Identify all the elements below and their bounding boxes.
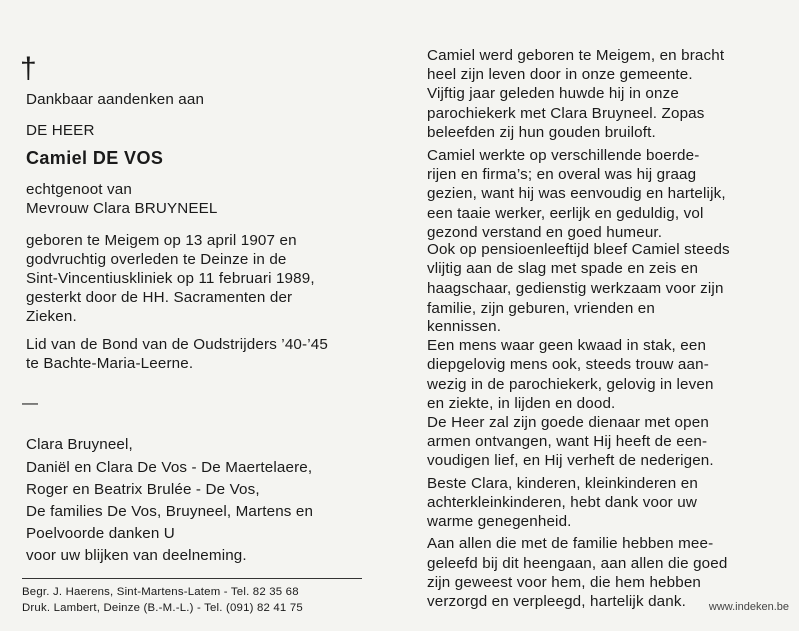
tribute-line: en ziekte, in lijden en dood.	[427, 395, 616, 412]
header-line: Dankbaar aandenken aan	[26, 91, 205, 108]
bio-line: Zieken.	[26, 308, 77, 325]
tribute-line: Camiel werkte op verschillende boerde-	[427, 147, 700, 164]
separator-dash: —	[22, 395, 39, 412]
family-line: Poelvoorde danken U	[26, 525, 175, 542]
deceased-name: Camiel DE VOS	[26, 148, 164, 168]
tribute-line: wezig in de parochiekerk, gelovig in leven	[427, 376, 714, 393]
spouse-line: echtgenoot van	[26, 181, 132, 198]
family-line: Daniël en Clara De Vos - De Maertelaere,	[26, 459, 313, 476]
tribute-line: geleefd bij dit heengaan, aan allen die goed	[427, 555, 728, 572]
bio-line: gesterkt door de HH. Sacramenten der	[26, 289, 293, 306]
family-line: Roger en Beatrix Brulée - De Vos,	[26, 481, 260, 498]
printer-line: Druk. Lambert, Deinze (B.-M.-L.) - Tel. (091) 82 41 75	[22, 602, 303, 614]
tribute-line: heel zijn leven door in onze gemeente.	[427, 66, 693, 83]
spouse-line: Mevrouw Clara BRUYNEEL	[26, 200, 218, 217]
divider-rule	[22, 578, 362, 579]
tribute-line: armen ontvangen, want Hij heeft de een-	[427, 433, 708, 450]
tribute-line: Aan allen die met de familie hebben mee-	[427, 535, 714, 552]
membership-line: te Bachte-Maria-Leerne.	[26, 355, 194, 372]
tribute-line: voudigen lief, en Hij verheft de nederigen.	[427, 452, 714, 469]
tribute-line: een taaie werker, eerlijk en geduldig, vol	[427, 205, 704, 222]
tribute-line: familie, zijn geburen, vrienden en	[427, 300, 655, 317]
tribute-line: De Heer zal zijn goede dienaar met open	[427, 414, 709, 431]
cross-icon: †	[20, 52, 37, 85]
tribute-line: rijen en firma’s; en overal was hij graag	[427, 166, 697, 183]
tribute-line: Camiel werd geboren te Meigem, en bracht	[427, 47, 725, 64]
tribute-line: diepgelovig mens ook, steeds trouw aan-	[427, 356, 709, 373]
family-line: De families De Vos, Bruyneel, Martens en	[26, 503, 314, 520]
tribute-line: vlijtig aan de slag met spade en zeis en	[427, 260, 699, 277]
tribute-line: haagschaar, gedienstig werkzaam voor zijn	[427, 280, 724, 297]
printer-line: Begr. J. Haerens, Sint-Martens-Latem - Tel. 82 35 68	[22, 586, 299, 598]
tribute-line: verzorgd en verpleegd, hartelijk dank.	[427, 593, 686, 610]
bio-line: Sint-Vincentiuskliniek op 11 februari 1989,	[26, 270, 315, 287]
tribute-line: warme genegenheid.	[427, 513, 572, 530]
tribute-line: kennissen.	[427, 318, 502, 335]
tribute-line: Vijftig jaar geleden huwde hij in onze	[427, 85, 679, 102]
tribute-line: achterkleinkinderen, hebt dank voor uw	[427, 494, 697, 511]
tribute-line: zijn geweest voor hem, die hem hebben	[427, 574, 702, 591]
tribute-line: Ook op pensioenleeftijd bleef Camiel steeds	[427, 241, 730, 258]
membership-line: Lid van de Bond van de Oudstrijders ’40-’45	[26, 336, 328, 353]
tribute-line: gezond verstand en goed humeur.	[427, 224, 663, 241]
tribute-line: parochiekerk met Clara Bruyneel. Zopas	[427, 105, 705, 122]
tribute-line: beleefden zij hun gouden bruiloft.	[427, 124, 656, 141]
tribute-line: Beste Clara, kinderen, kleinkinderen en	[427, 475, 698, 492]
family-line: Clara Bruyneel,	[26, 436, 133, 453]
bio-line: geboren te Meigem op 13 april 1907 en	[26, 232, 297, 249]
watermark: www.indeken.be	[708, 601, 789, 613]
bio-line: godvruchtig overleden te Deinze in de	[26, 251, 287, 268]
header-line: DE HEER	[26, 122, 95, 139]
tribute-line: gezien, want hij was eenvoudig en hartelijk,	[427, 185, 726, 202]
tribute-line: Een mens waar geen kwaad in stak, een	[427, 337, 707, 354]
family-line: voor uw blijken van deelneming.	[26, 547, 247, 564]
